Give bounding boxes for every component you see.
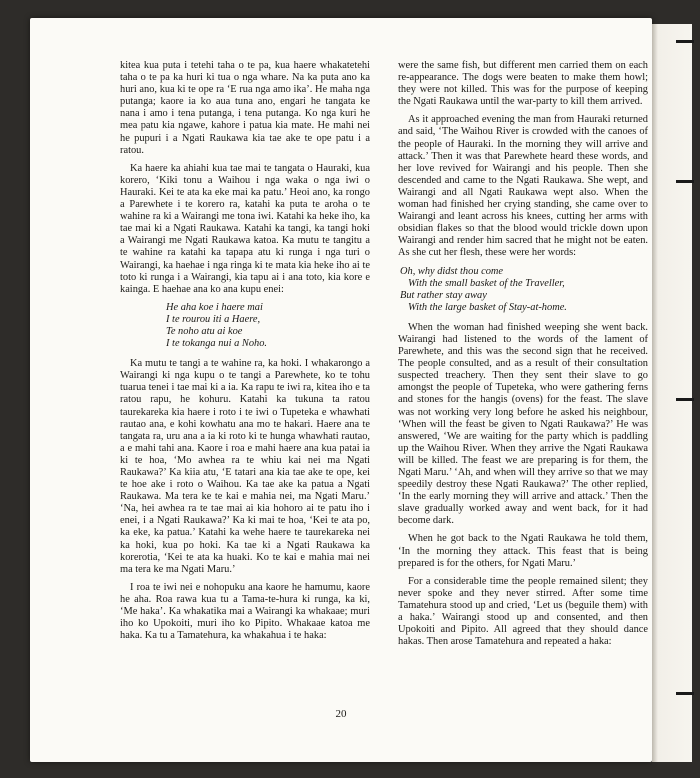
paragraph: As it approached evening the man from Hauraki returned and said, ‘The Waihou River is crowded with the canoes of the people of Hauraki. In the morning they will arrive and attack.’ Then it was that Parewhete heard these words, and her love revived for Wairangi and his people. Then she descended and came to the Ngati Raukawa. She wept, and Wairangi and all Ngati Raukawa wept also. When the woman had finished her crying standing, she came over to Wairangi and leant across his knees, cutting her arms with obsidian flakes so that the blood would trickle down upon Wairangi and render him sacred that he might not be eaten. As she cut her flesh, these were her words: — [398, 114, 648, 259]
maori-text-column — [120, 60, 370, 648]
paragraph: kitea kua puta i tetehi taha o te pa, kua haere whakatetehi taha o te pa ka huri ki tua o nga whare. Na ka puta ano ka huri ano, kua ki te ope ra ‘E rua nga amo ika’. He maha nga putanga; kaore ia ko aua tuna ano, engari he tangata ke nana i amo i tena putanga, i tena putanga. Ko nga kuri he mea patu kia ngawe, kahore i patua kia mate. He mahi nei he pupuri i a Ngati Raukawa kia tae ake te ope patu i a ratou. — [120, 60, 370, 156]
english-text-column — [398, 60, 648, 654]
poem-line: With the large basket of Stay-at-home. — [408, 301, 567, 313]
adjacent-page-edge — [652, 24, 692, 762]
paragraph: When he got back to the Ngati Raukawa he told them, ‘In the morning they attack. This feast that is being prepared is for the others, for Ngati Maru.’ — [398, 533, 648, 569]
binding-mark — [676, 40, 694, 43]
poem-line: I te rourou iti a Haere, — [166, 313, 261, 325]
poem-line: Te noho atu ai koe — [166, 325, 243, 337]
lament-poem-maori — [120, 302, 370, 350]
paragraph: When the woman had finished weeping she went back. Wairangi had listened to the words of the lament of Parewhete, and this was the second sign that he received. The people consulted, and as a result of their consultation suspected treachery. Then they sent their slave to go amongst the people of Tupeteka, who were gathering ferns and stones for the hangis (ovens) for the feast. The slave was not working very long before he asked his neighbour, ‘When will the feast be given to Ngati Raukawa?’ He was answered, ‘We are waiting for the party which is paddling up the Waihou River. When they arrive the Ngati Raukawa will be killed. The feast we are preparing is for them, the Ngati Maru.’ ‘Ah, and when will they arrive so that we may speedily destroy these Ngati Raukawa?’ The other replied, ‘In the early morning they will arrive and attack.’ Then the slave gradually worked away and went back, for it had become dark. — [398, 321, 648, 527]
book-page — [30, 18, 652, 762]
paragraph: For a considerable time the people remained silent; they never spoke and they never stirred. After some time Tamatehura stood up and cried, ‘Let us (beguile them) with a haka.’ Wairangi stood up and consented, and then Upokoiti and Pipito. All agreed that they should dance hakas. Then arose Tamatehura and repeated a haka: — [398, 575, 648, 648]
poem-line: He aha koe i haere mai — [166, 301, 263, 313]
poem-line: With the small basket of the Traveller, — [408, 277, 565, 289]
paragraph: were the same fish, but different men carried them on each re-appearance. The dogs were beaten to make them howl; they were not killed. This was for the purpose of keeping the Ngati Raukawa until the war-party to kill them arrived. — [398, 60, 648, 108]
binding-mark — [676, 692, 694, 695]
binding-mark — [676, 398, 694, 401]
paragraph: I roa te iwi nei e nohopuku ana kaore he hamumu, kaore he aha. Roa rawa kua tu a Tama-te-hura ki runga, ka ki, ‘Me haka’. Ka whakatika mai a Wairangi ka whakaae; muri iho ko Upokoiti, muri iho ko Pipito. Whakaae katoa me haka. Ka tu a Tamatehura, ka whakahua i te haka: — [120, 581, 370, 642]
poem-line: But rather stay away — [400, 289, 487, 301]
lament-poem-english — [398, 266, 648, 314]
paragraph: Ka haere ka ahiahi kua tae mai te tangata o Hauraki, kua korero, ‘Kiki tonu a Waihou i nga waka o nga iwi o Hauraki. Kei te ata ka eke mai ka patu.’ Heoi ano, ka rongo a Parewhete i te korero ra, katahi ka puta te aroha o te wahine ra ki a Wairangi me tona iwi. Katahi ka heke iho, ka tae mai ki a Ngati Raukawa. Katahi ka tangi, ka tangi hoki a Wairangi me Ngati Raukawa katoa. Ka mutu te tangitu a te wahine ra katahi ka tapapa atu ki runga i nga turi o Wairangi, ka haehae i nga ringa ki te mata kia heke iho ai te toto ki runga i a Wairangi, kia tapu ai i ana toto, kia kore e kainga. E haehae ana ko ana kupu enei: — [120, 162, 370, 295]
poem-line: Oh, why didst thou come — [400, 265, 504, 277]
page-number: 20 — [335, 708, 347, 720]
poem-line: I te tokanga nui a Noho. — [166, 338, 268, 350]
paragraph: Ka mutu te tangi a te wahine ra, ka hoki. I whakarongo a Wairangi ki nga kupu o te tangi a Parewhete, ko te tohu tuarua tenei i tae mai ki a ia. Ka rapu te iwi ra, kitea iho e ta ratou rapu, he kohuru. Katahi ka tukuna ta ratou taurekareka kia haere i roto i te iwi o Tupeteka e whawhati rautao ana, e kohi kowhatu ana mo te hakari. Haere ana te tangata ra, uru ana a ia ki roto ki te hunga whawhati rautao, a e mahi tahi ana. Kaore i roa e mahi haere ana kua patai ia ki te hoa, ‘Mo awhea ra te whiu kai nei ma Ngati Raukawa?’ Ka kiia atu, ‘E tatari ana kia tae ake te ope, kei te hoe ake i roto o Waihou. Ka tae ake ka patua a Ngati Raukawa. Ma tera ke te kai e mahia nei, ma Ngati Maru.’ ‘Na, hei awhea ra te tae mai ai kia hohoro ai te patu iho i enei, i a Ngati Raukawa?’ Ka ki mai te hoa, ‘Kei te ata po, ka eke, ka patua.’ Katahi ka wehe haere te taurekareka nei ka hoki, kua po hoki. Ka tae ki a Ngati Raukawa ka korerotia, ‘Kei te ata ka huaki. Ko te kai e mahia mai nei ma tera ke ma Ngati Maru.’ — [120, 358, 370, 575]
binding-mark — [676, 180, 694, 183]
